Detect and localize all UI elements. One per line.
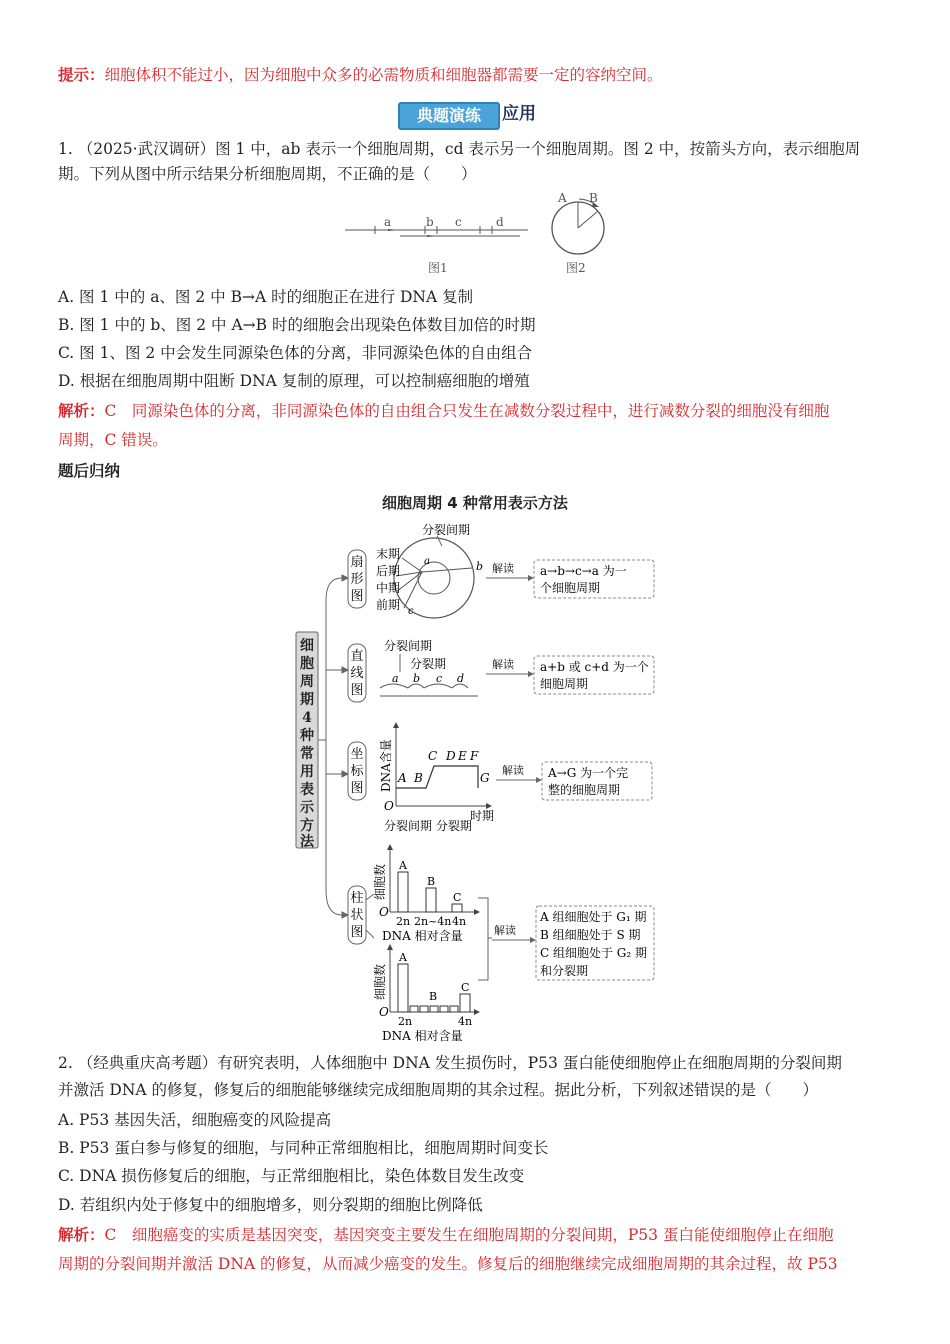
svg-text:形: 形	[350, 572, 364, 587]
svg-text:胞: 胞	[300, 656, 314, 672]
fig1-label-b: b	[426, 215, 434, 229]
tree-lines	[318, 575, 348, 918]
bar1-A	[398, 872, 408, 912]
summary-heading: 题后归纳	[58, 462, 121, 480]
fan-top: 分裂间期	[422, 523, 471, 537]
svg-text:O: O	[379, 905, 389, 919]
svg-text:种: 种	[300, 728, 314, 744]
bar2-A	[398, 964, 408, 1012]
svg-text:B: B	[414, 771, 423, 785]
bar2-xlabel: DNA 相对含量	[382, 1029, 463, 1043]
svg-text:d: d	[457, 672, 465, 685]
svg-text:前期: 前期	[376, 598, 401, 612]
svg-text:周: 周	[300, 674, 314, 690]
svg-text:E: E	[458, 749, 467, 763]
q1-stem-line1: 1. （2025·武汉调研）图 1 中，ab 表示一个细胞周期，cd 表示另一个细胞周期。图 2 中，按箭头方向，表示细胞周	[58, 140, 861, 158]
svg-text:直: 直	[350, 649, 364, 664]
q1-analysis-text1: C 同源染色体的分离，非同源染色体的自由组合只发生在减数分裂过程中，进行减数分裂的细胞没有细胞	[104, 402, 830, 420]
q2-option-d: D. 若组织内处于修复中的细胞增多，则分裂期的细胞比例降低	[58, 1196, 483, 1214]
svg-text:4: 4	[302, 710, 312, 726]
svg-text:B: B	[427, 875, 436, 888]
fan-read: 解读	[492, 562, 514, 575]
svg-text:线: 线	[350, 666, 364, 681]
hint-text: 细胞体积不能过小，因为细胞中众多的必需物质和细胞器都需要一定的容纳空间。	[104, 66, 663, 84]
coord-xlabel: 时期	[470, 809, 495, 823]
section-banner	[398, 100, 558, 130]
q2-option-b: B. P53 蛋白参与修复的细胞，与同种正常细胞相比，细胞周期时间变长	[58, 1139, 549, 1157]
q1-option-c: C. 图 1、图 2 中会发生同源染色体的分离，非同源染色体的自由组合	[58, 344, 533, 362]
q1-option-d: D. 根据在细胞周期中阻断 DNA 复制的原理，可以控制癌细胞的增殖	[58, 372, 530, 390]
svg-text:后期: 后期	[376, 564, 401, 578]
svg-text:坐: 坐	[350, 747, 364, 762]
line-read: 解读	[492, 658, 514, 671]
svg-text:末期: 末期	[376, 547, 401, 561]
fig2-caption: 图2	[566, 261, 586, 275]
q1-analysis-line1	[58, 400, 829, 422]
fig1-label-a: a	[384, 215, 392, 229]
coord-name	[350, 746, 364, 796]
fan-result-1: a→b→c→a 为一	[540, 564, 627, 578]
bar1-C	[452, 904, 462, 912]
fig1-caption: 图1	[428, 261, 448, 275]
bar-result-1: A 组细胞处于 G₁ 期	[540, 910, 647, 924]
coord-read: 解读	[502, 764, 524, 777]
line-result-1: a+b 或 c+d 为一个	[540, 660, 649, 674]
svg-text:C: C	[461, 981, 470, 994]
svg-text:O: O	[379, 1005, 389, 1019]
line-top1: 分裂间期	[384, 639, 433, 653]
fan-circle	[394, 538, 474, 618]
banner-right: 应用	[502, 104, 536, 124]
line-name	[350, 648, 363, 698]
svg-text:示: 示	[300, 800, 314, 816]
svg-text:b: b	[476, 560, 484, 573]
bar1-ylabel: 细胞数	[373, 863, 387, 900]
q2-analysis-line1	[58, 1224, 833, 1246]
fig1	[345, 215, 528, 275]
bar2-B	[410, 1006, 458, 1012]
svg-text:扇: 扇	[350, 555, 364, 570]
fan-result-2: 个细胞周期	[540, 581, 601, 595]
q2-analysis-line2: 周期的分裂间期并激活 DNA 的修复，从而减少癌变的发生。修复后的细胞继续完成细胞周期的其余过程，故 P53	[58, 1255, 838, 1273]
line-top2: 分裂期	[410, 657, 447, 671]
fig2	[552, 191, 604, 275]
svg-text:用: 用	[300, 764, 314, 780]
svg-text:标: 标	[350, 764, 364, 779]
cycle-mindmap	[292, 520, 672, 1050]
svg-text:期: 期	[300, 692, 314, 708]
svg-text:C: C	[453, 891, 462, 904]
svg-text:C: C	[428, 749, 438, 763]
summary-title: 细胞周期 4 种常用表示方法	[382, 494, 568, 512]
svg-text:图: 图	[350, 683, 364, 698]
bar-result-2: B 组细胞处于 S 期	[540, 928, 641, 942]
svg-text:A: A	[399, 951, 407, 964]
svg-text:中期: 中期	[376, 581, 401, 595]
coord-result-1: A→G 为一个完	[548, 766, 629, 780]
svg-text:4n: 4n	[458, 1015, 473, 1028]
bar-result-4: 和分裂期	[540, 964, 589, 978]
fig1-label-c: c	[455, 215, 462, 229]
svg-text:F: F	[470, 749, 479, 763]
svg-text:常: 常	[300, 746, 314, 762]
svg-text:图: 图	[350, 925, 364, 940]
coord-result-2: 整的细胞周期	[548, 783, 621, 797]
line-result-2: 细胞周期	[540, 677, 589, 691]
q1-analysis-line2: 周期，C 错误。	[58, 431, 168, 449]
svg-text:G: G	[480, 771, 490, 785]
bar1-xlabel: DNA 相对含量	[382, 929, 463, 943]
q1-figures	[340, 188, 620, 280]
q2-option-c: C. DNA 损伤修复后的细胞，与正常细胞相比，染色体数目发生改变	[58, 1167, 525, 1185]
fan-name	[350, 554, 363, 604]
svg-text:法: 法	[300, 834, 314, 850]
svg-text:表: 表	[300, 782, 314, 798]
coord-letters	[397, 749, 490, 785]
svg-text:4n: 4n	[452, 915, 467, 928]
svg-text:2n~4n: 2n~4n	[414, 915, 452, 928]
svg-text:2n: 2n	[396, 915, 411, 928]
q2-option-a: A. P53 基因失活，细胞癌变的风险提高	[58, 1111, 332, 1129]
fig1-label-d: d	[496, 215, 504, 229]
svg-text:2n: 2n	[398, 1015, 413, 1028]
fig2-label-B: B	[589, 191, 598, 205]
svg-text:B: B	[429, 990, 438, 1003]
q1-analysis-label: 解析：	[58, 402, 105, 420]
svg-text:c: c	[408, 606, 414, 617]
bar-result-3: C 组细胞处于 G₂ 期	[540, 946, 648, 960]
coord-bottom: 分裂间期 分裂期	[384, 819, 472, 833]
q1-option-a: A. 图 1 中的 a、图 2 中 B→A 时的细胞正在进行 DNA 复制	[58, 288, 474, 306]
q1-option-b: B. 图 1 中的 b、图 2 中 A→B 时的细胞会出现染色体数目加倍的时期	[58, 316, 536, 334]
bar-name	[350, 890, 363, 940]
hint-line	[58, 64, 663, 86]
svg-text:图: 图	[350, 781, 364, 796]
svg-text:a: a	[392, 672, 399, 685]
bar2-C	[460, 994, 470, 1012]
hint-label: 提示：	[58, 66, 105, 84]
bar-read: 解读	[494, 924, 516, 937]
q2-analysis-label: 解析：	[58, 1226, 105, 1244]
svg-text:a: a	[424, 556, 430, 567]
svg-text:图: 图	[350, 589, 364, 604]
fan-phases	[376, 546, 400, 612]
svg-text:柱: 柱	[350, 891, 364, 906]
bar1-B	[426, 888, 436, 912]
svg-text:状: 状	[350, 908, 364, 923]
svg-text:O: O	[384, 799, 394, 813]
svg-text:b: b	[413, 672, 421, 685]
svg-text:A: A	[399, 859, 407, 872]
q1-stem-line2: 期。下列从图中所示结果分析细胞周期，不正确的是（ ）	[58, 165, 477, 183]
coord-ylabel: DNA含量	[379, 739, 393, 792]
svg-text:D: D	[446, 749, 456, 763]
svg-text:c: c	[436, 672, 443, 685]
svg-text:细: 细	[300, 638, 314, 654]
svg-text:方: 方	[300, 818, 314, 834]
q2-stem-line1: 2. （经典重庆高考题）有研究表明，人体细胞中 DNA 发生损伤时，P53 蛋白能使细胞停止在细胞周期的分裂间期	[58, 1054, 842, 1072]
line-letters	[392, 672, 464, 685]
banner-left: 典题演练	[398, 102, 500, 130]
svg-text:A: A	[398, 771, 407, 785]
q2-analysis-text1: C 细胞癌变的实质是基因突变，基因突变主要发生在细胞周期的分裂间期，P53 蛋白能使细胞停止在细胞	[104, 1226, 834, 1244]
q2-stem-line2: 并激活 DNA 的修复，修复后的细胞能够继续完成细胞周期的其余过程。据此分析，下列叙述错误的是（ ）	[58, 1081, 819, 1099]
bar2-ylabel: 细胞数	[373, 963, 387, 1000]
fig2-label-A: A	[558, 191, 567, 205]
